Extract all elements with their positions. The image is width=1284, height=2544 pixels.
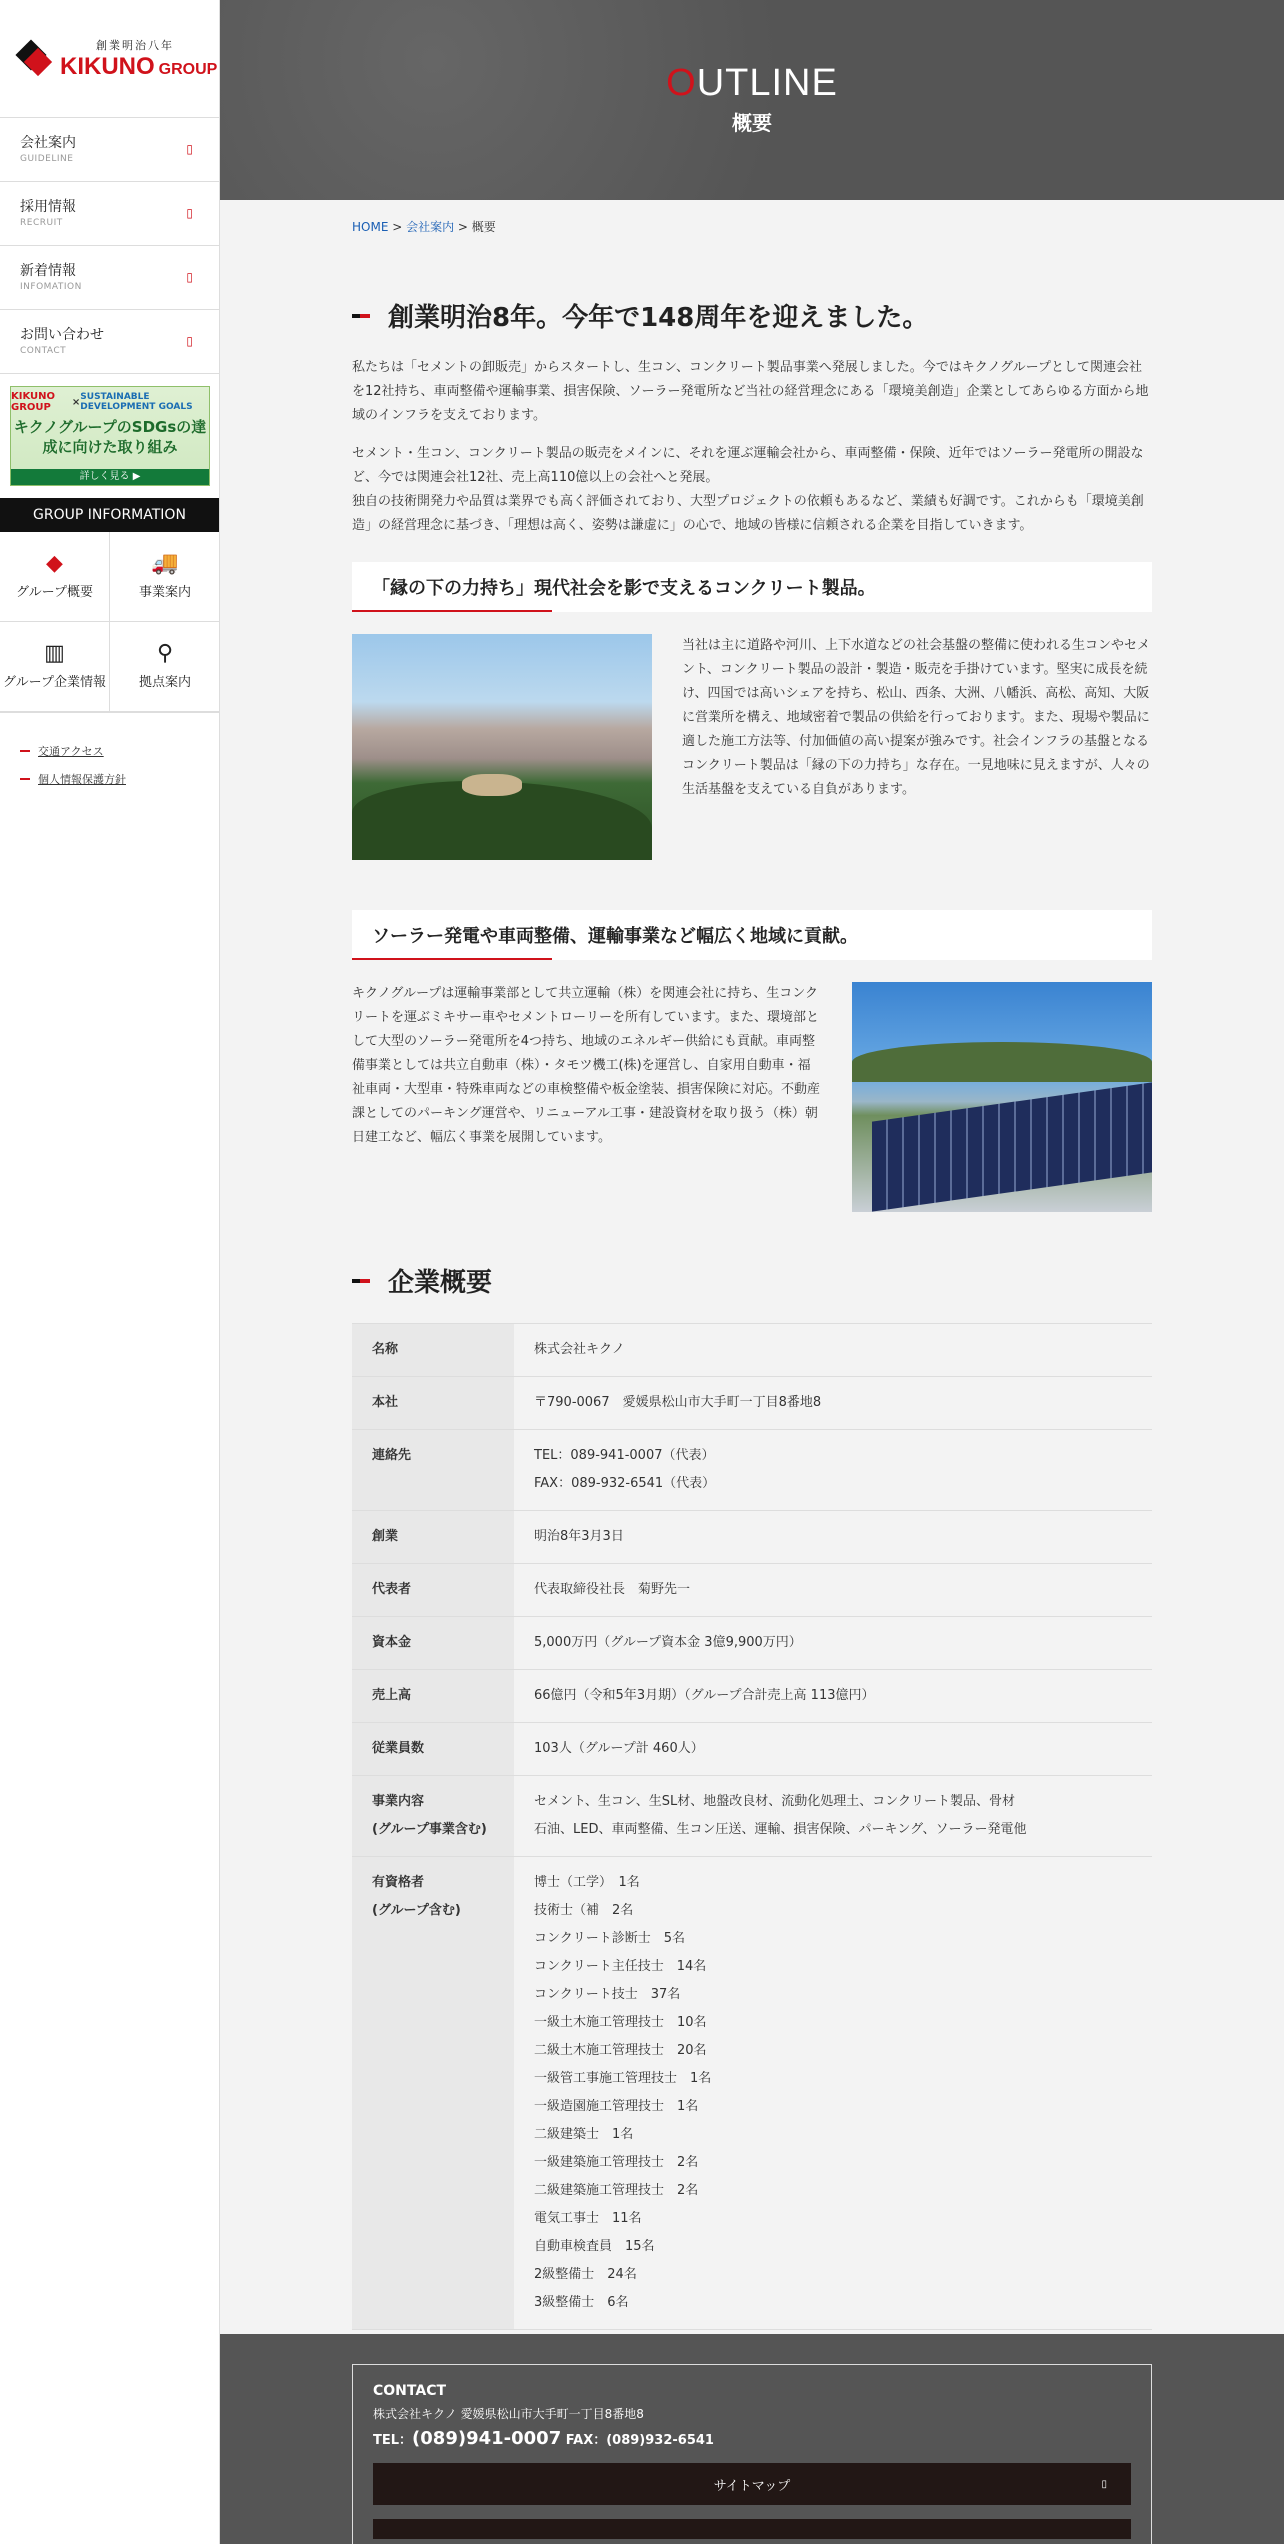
arrow-icon: ▯ xyxy=(1101,2478,1107,2490)
nav-arrow-icon: ▯ xyxy=(186,142,193,156)
nav-arrow-icon: ▯ xyxy=(186,270,193,284)
table-row xyxy=(352,1857,1152,2330)
table-header-cell: 資本金 xyxy=(352,1617,514,1669)
footer-address: 株式会社キクノ 愛媛県松山市大手町一丁目8番地8 xyxy=(373,2407,644,2421)
table-value-line: 103人（グループ計 460人） xyxy=(534,1741,704,1756)
logo-sub: 創業明治八年 xyxy=(96,38,174,52)
table-row xyxy=(352,1670,1152,1723)
table-value-line: コンクリート診断士 5名 xyxy=(534,1931,686,1946)
section1-heading: 「縁の下の力持ち」現代社会を影で支えるコンクリート製品。 xyxy=(352,562,1152,612)
hero xyxy=(220,0,1284,200)
table-value-line: 自動車検査員 15名 xyxy=(534,2239,655,2254)
table-value-line: セメント、生コン、生SL材、地盤改良材、流動化処理土、コンクリート製品、骨材 xyxy=(534,1794,1016,1809)
city-photo xyxy=(352,634,652,860)
nav-arrow-icon: ▯ xyxy=(186,206,193,220)
heading-bar-icon xyxy=(352,314,370,318)
nav-en: RECRUIT xyxy=(20,218,63,228)
table-value-cell xyxy=(514,1776,1152,1856)
table-row xyxy=(352,1377,1152,1430)
group-info-grid xyxy=(0,532,219,713)
table-value-cell xyxy=(514,1511,1152,1563)
section2-text: キクノグループは運輸事業部として共立運輸（株）を関連会社に持ち、生コンクリートを運ぶミキサー車やセメントローリーを所有しています。また、環境部として大型のソーラー発電所を4つ持ち、地域のエネルギー供給にも貢献。車両整備事業としては共立自動車（株）・タモツ機工(株)を運営し、自家用自動車・福祉車両・大型車・特殊車両などの車検整備や板金塗装、損害保険に対応。不動産課としてのパーキング運営や、リニューアル工事・建設資材を取り扱う（株）朝日建工など、幅広く事業を展開しています。 xyxy=(352,986,821,1145)
table-value-line: 一級建築施工管理技士 2名 xyxy=(534,2155,699,2170)
table-value-line: 博士（工学） 1名 xyxy=(534,1875,640,1890)
table-value-line: 電気工事士 11名 xyxy=(534,2211,642,2226)
table-value-cell xyxy=(514,1564,1152,1616)
company-heading: 企業概要 xyxy=(352,1262,1152,1299)
nav-en: INFOMATION xyxy=(20,282,82,292)
section2-heading: ソーラー発電や車両整備、運輸事業など幅広く地域に貢献。 xyxy=(352,910,1152,960)
nav-label: 会社案内 xyxy=(20,135,76,151)
sdgs-x: × xyxy=(71,396,81,408)
table-value-line: 技術士（補 2名 xyxy=(534,1903,634,1918)
hero-subtitle: 概要 xyxy=(732,111,772,135)
breadcrumb: HOME > 会社案内 > 概要 xyxy=(352,220,496,234)
table-value-line: コンクリート技士 37名 xyxy=(534,1987,681,2002)
truck-icon: 🚚 xyxy=(151,551,179,576)
group-diamond-icon: ◆ xyxy=(46,551,63,576)
table-value-line: 5,000万円（グループ資本金 3億9,900万円） xyxy=(534,1635,802,1650)
table-value-line: 66億円（令和5年3月期）（グループ合計売上高 113億円） xyxy=(534,1688,875,1703)
group-cell-2[interactable] xyxy=(0,622,110,712)
nav-item-recruit[interactable] xyxy=(0,182,219,246)
table-row xyxy=(352,1776,1152,1857)
sublink-1[interactable]: 個人情報保護方針 xyxy=(20,765,199,793)
table-header-cell: 事業内容 (グループ事業含む) xyxy=(352,1776,514,1856)
footer-contact-title: CONTACT xyxy=(373,2383,447,2399)
table-row xyxy=(352,1511,1152,1564)
table-value-line: 〒790-0067 愛媛県松山市大手町一丁目8番地8 xyxy=(534,1395,822,1410)
nav-label: 採用情報 xyxy=(20,199,76,215)
table-row xyxy=(352,1564,1152,1617)
footer-tel: TEL：(089)941-0007 FAX：(089)932-6541 xyxy=(373,2428,714,2449)
breadcrumb-company[interactable]: 会社案内 xyxy=(406,220,455,234)
intro-paragraph-1: 私たちは「セメントの卸販売」からスタートし、生コン、コンクリート製品事業へ発展しました。今ではキクノグループとして関連会社を12社持ち、車両整備や運輸事業、損害保険、ソーラー発電所など当社の経営理念にある「環境美創造」企業としてあらゆる方面から地域のインフラを支えております。 xyxy=(352,360,1149,423)
sitemap-button[interactable]: サイトマップ ▯ xyxy=(373,2463,1131,2505)
sdgs-title: キクノグループのSDGsの達成に向けた取り組み xyxy=(13,418,207,456)
table-header-cell: 売上高 xyxy=(352,1670,514,1722)
sdgs-brand: KIKUNO GROUP xyxy=(11,391,56,413)
sdgs-banner[interactable] xyxy=(10,386,210,486)
nav-arrow-icon: ▯ xyxy=(186,334,193,348)
table-value-line: 株式会社キクノ xyxy=(534,1342,625,1357)
logo-main: KIKUNO GROUP xyxy=(60,52,218,80)
table-value-cell xyxy=(514,1723,1152,1775)
hero-title: OUTLINE xyxy=(666,62,838,104)
table-row xyxy=(352,1723,1152,1776)
intro-heading: 創業明治8年。今年で148周年を迎えました。 xyxy=(352,297,1152,334)
table-header-cell: 連絡先 xyxy=(352,1430,514,1510)
table-value-line: FAX：089-932-6541（代表） xyxy=(534,1476,716,1491)
group-info-heading: GROUP INFORMATION xyxy=(0,498,219,532)
section2-row xyxy=(352,982,1152,1212)
section1-row xyxy=(352,634,1152,860)
table-value-cell xyxy=(514,1377,1152,1429)
nav-item-contact[interactable] xyxy=(0,310,219,374)
nav-en: GUIDELINE xyxy=(20,154,74,164)
nav-item-infomation[interactable] xyxy=(0,246,219,310)
table-value-cell xyxy=(514,1324,1152,1376)
table-value-line: TEL：089-941-0007（代表） xyxy=(534,1448,715,1463)
breadcrumb-current: 概要 xyxy=(471,220,496,234)
footer-next-button[interactable] xyxy=(373,2519,1131,2539)
group-cell-label: 拠点案内 xyxy=(138,675,191,690)
table-value-line: 一級管工事施工管理技士 1名 xyxy=(534,2071,712,2086)
group-cell-label: グループ概要 xyxy=(16,585,93,600)
solar-photo xyxy=(852,982,1152,1212)
sidebar xyxy=(0,0,220,2544)
nav-label: 新着情報 xyxy=(20,263,76,279)
footer-contact-box xyxy=(352,2364,1152,2544)
breadcrumb-home[interactable]: HOME xyxy=(352,220,389,234)
sdgs-more-button[interactable]: 詳しく見る ▶ xyxy=(11,469,209,485)
table-value-line: コンクリート主任技士 14名 xyxy=(534,1959,707,1974)
table-value-cell xyxy=(514,1670,1152,1722)
table-value-line: 二級建築施工管理技士 2名 xyxy=(534,2183,699,2198)
main-content xyxy=(352,200,1152,2330)
table-header-cell: 代表者 xyxy=(352,1564,514,1616)
table-value-cell xyxy=(514,1430,1152,1510)
sdgs-goals: SUSTAINABLE DEVELOPMENT GOALS xyxy=(80,392,193,412)
heading-bar-icon xyxy=(352,1279,370,1283)
group-cell-1[interactable] xyxy=(110,532,220,622)
table-value-cell xyxy=(514,1857,1152,2329)
table-value-line: 一級造園施工管理技士 1名 xyxy=(534,2099,699,2114)
group-cell-0[interactable] xyxy=(0,532,110,622)
table-header-cell: 従業員数 xyxy=(352,1723,514,1775)
logo-mark-icon xyxy=(16,40,54,78)
intro-paragraph-2: セメント・生コン、コンクリート製品の販売をメインに、それを運ぶ運輸会社から、車両整備・保険、近年ではソーラー発電所の開設など、今では関連会社12社、売上高110億以上の会社へと発展。 独自の技術開発力や品質は業界でも高く評価されており、大型プロジェクトの依頼もあるなど、業績も好調です。これからも「環境美創造」の経営理念に基づき、「理想は高く、姿勢は謙虚に」の心で、地域の皆様に信頼される企業を目指していきます。 xyxy=(352,446,1144,533)
table-value-line: 石油、LED、車両整備、生コン圧送、運輸、損害保険、パーキング、ソーラー発電他 xyxy=(534,1822,1027,1837)
table-row xyxy=(352,1430,1152,1511)
table-row xyxy=(352,1324,1152,1377)
table-value-line: 3級整備士 6名 xyxy=(534,2295,629,2310)
nav-item-guideline[interactable] xyxy=(0,118,219,182)
logo[interactable] xyxy=(0,0,219,118)
table-header-cell: 創業 xyxy=(352,1511,514,1563)
group-cell-3[interactable] xyxy=(110,622,220,712)
group-cell-label: 事業案内 xyxy=(138,585,191,600)
location-pin-icon: ⚲ xyxy=(156,641,174,666)
table-header-cell: 有資格者 (グループ含む) xyxy=(352,1857,514,2329)
footer xyxy=(220,2334,1284,2544)
table-header-cell: 名称 xyxy=(352,1324,514,1376)
table-value-line: 明治8年3月3日 xyxy=(534,1529,624,1544)
table-value-line: 二級建築士 1名 xyxy=(534,2127,634,2142)
group-cell-label: グループ企業情報 xyxy=(3,675,106,690)
section1-text: 当社は主に道路や河川、上下水道などの社会基盤の整備に使われる生コンやセメント、コンクリート製品の設計・製造・販売を手掛けています。堅実に成長を続け、四国では高いシェアを持ち、松山、西条、大洲、八幡浜、高松、高知、大阪に営業所を構え、地域密着で製品の供給を行っております。また、現場や製品に適した施工方法等、付加価値の高い提案が強みです。社会インフラの基盤となるコンクリート製品は「縁の下の力持ち」な存在。一見地味に見えますが、人々の生活基盤を支えている自負があります。 xyxy=(682,638,1151,797)
table-value-line: 2級整備士 24名 xyxy=(534,2267,637,2282)
table-row xyxy=(352,1617,1152,1670)
table-value-cell xyxy=(514,1617,1152,1669)
table-header-cell: 本社 xyxy=(352,1377,514,1429)
table-value-line: 代表取締役社長 菊野先一 xyxy=(534,1582,691,1597)
nav-en: CONTACT xyxy=(20,346,67,356)
table-value-line: 一級土木施工管理技士 10名 xyxy=(534,2015,707,2030)
building-icon: ▥ xyxy=(44,641,65,666)
company-table xyxy=(352,1323,1152,2330)
sublink-0[interactable]: 交通アクセス xyxy=(20,737,199,765)
group-sublinks xyxy=(0,713,219,793)
table-value-line: 二級土木施工管理技士 20名 xyxy=(534,2043,707,2058)
nav-label: お問い合わせ xyxy=(20,327,104,343)
